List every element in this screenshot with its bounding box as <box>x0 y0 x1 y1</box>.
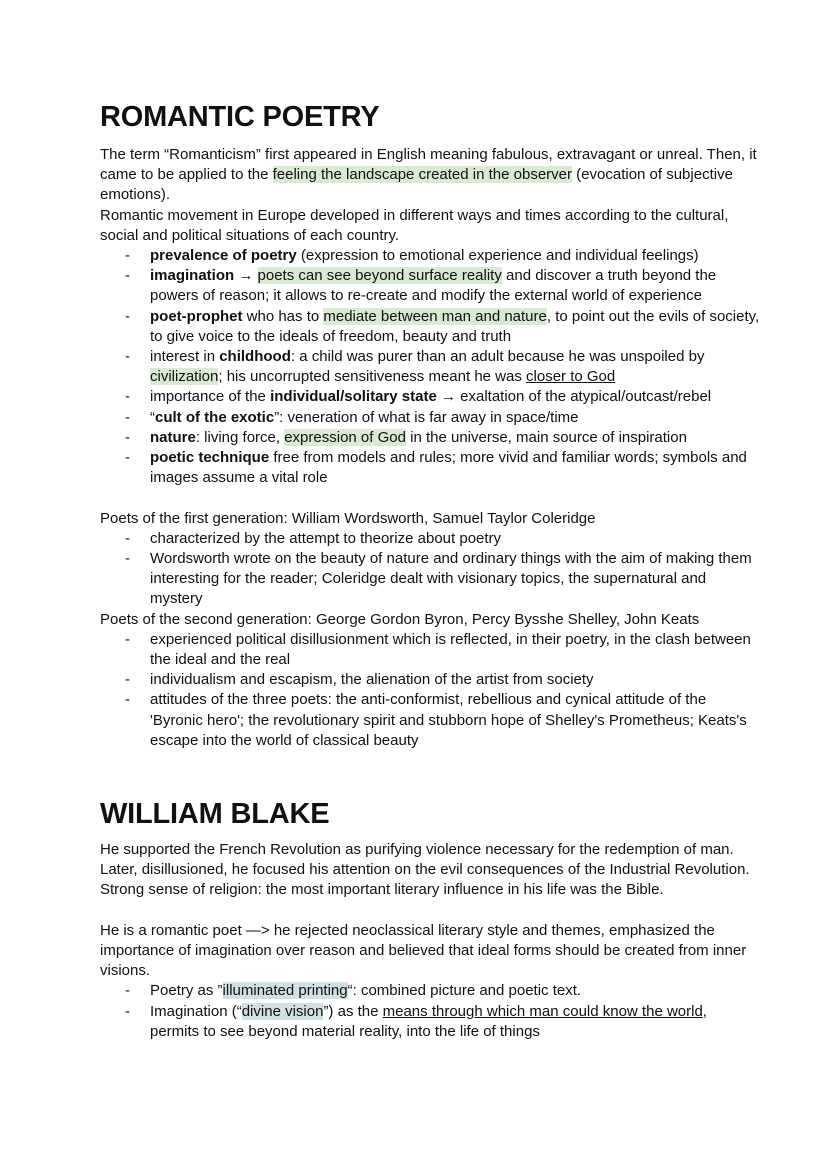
highlighted-text: expression of God <box>284 428 406 446</box>
list-item: - characterized by the attempt to theorize about poetry <box>100 529 760 549</box>
blake-list <box>100 981 760 1042</box>
text: → exaltation of the atypical/outcast/rebel <box>436 388 712 406</box>
bold-term: cult of the exotic <box>155 408 275 426</box>
bold-term: imagination <box>150 267 235 285</box>
second-generation-list <box>100 630 760 751</box>
highlighted-text: poets can see beyond surface reality <box>257 267 502 285</box>
text: (evocation of subjective emotions). <box>100 166 733 204</box>
list-item: - individualism and escapism, the alienation of the artist from society <box>100 670 760 690</box>
blake-paragraph-1: He supported the French Revolution as purifying violence necessary for the redemption of man. Later, disillusioned, he focused his attention on the evil consequences of the Industrial Revolution. <box>100 841 750 879</box>
bold-term: childhood <box>219 348 291 366</box>
list-item <box>100 428 760 448</box>
text: and discover a truth beyond the powers of reason; it allows to re-create and modify the external world of experience <box>150 267 717 305</box>
spacer <box>100 901 760 921</box>
underlined-text: closer to God <box>526 368 616 386</box>
romantic-intro-paragraph-1 <box>100 145 760 206</box>
underlined-text: means through which man could know the world <box>382 1002 703 1020</box>
text: in the universe, main source of inspiration <box>405 428 687 446</box>
first-generation-label: Poets of the first generation: William Wordsworth, Samuel Taylor Coleridge <box>100 509 596 527</box>
bold-term: nature <box>150 428 196 446</box>
bold-term: poet-prophet <box>150 307 243 325</box>
list-item <box>100 387 760 407</box>
bold-term: prevalence of poetry <box>150 247 297 265</box>
list-item <box>100 981 760 1001</box>
text: (expression to emotional experience and individual feelings) <box>296 247 699 265</box>
list-item <box>100 266 760 306</box>
spacer <box>100 488 760 508</box>
text: Imagination (“ <box>150 1002 242 1020</box>
blake-paragraph-3: He is a romantic poet —> he rejected neoclassical literary style and themes, emphasized the importance of imagination over reason and believed that ideal forms should be created from inner visions. <box>100 921 747 980</box>
text: ; his uncorrupted sensitiveness meant he was <box>218 368 527 386</box>
text: ”) as the <box>323 1002 383 1020</box>
highlighted-text: illuminated printing <box>222 982 348 1000</box>
text: ”: veneration of what is far away in space/time <box>274 408 579 426</box>
list-item: - Wordsworth wrote on the beauty of nature and ordinary things with the aim of making them interesting for the reader; Coleridge dealt with visionary topics, the supernatural and mystery <box>100 549 760 610</box>
text: free from models and rules; more vivid and familiar words; symbols and images assume a vital role <box>150 449 747 487</box>
romantic-features-list <box>100 246 760 488</box>
text: interest in <box>150 348 220 366</box>
text: : a child was purer than an adult because he was unspoiled by <box>290 348 705 366</box>
text: , to point out the evils of society, to give voice to the ideals of freedom, beauty and truth <box>150 307 760 345</box>
text: who has to <box>242 307 324 325</box>
text: : living force, <box>195 428 285 446</box>
section-title-romantic-poetry: ROMANTIC POETRY <box>100 101 380 133</box>
arrow: → <box>234 267 258 285</box>
list-item <box>100 448 760 488</box>
highlighted-text: divine vision <box>241 1002 324 1020</box>
list-item <box>100 408 760 428</box>
list-item <box>100 246 760 266</box>
bold-term: poetic technique <box>150 449 270 467</box>
romantic-intro-paragraph-2: Romantic movement in Europe developed in different ways and times according to the cultural, social and political situations of each country. <box>100 206 729 244</box>
list-item <box>100 1002 760 1042</box>
list-item <box>100 347 760 387</box>
text: “: combined picture and poetic text. <box>347 982 582 1000</box>
highlighted-text: feeling the landscape created in the observer <box>272 166 572 184</box>
list-item: - experienced political disillusionment which is reflected, in their poetry, in the clash between the ideal and the real <box>100 630 760 670</box>
list-item: - attitudes of the three poets: the anti-conformist, rebellious and cynical attitude of the 'Byronic hero'; the revolutionary spirit and stubborn hope of Shelley's Prometheus; Keats's escape into the world of classical beauty <box>100 690 760 751</box>
text: , permits to see beyond material reality, into the life of things <box>150 1002 707 1040</box>
second-generation-label: Poets of the second generation: George Gordon Byron, Percy Bysshe Shelley, John Keats <box>100 610 700 628</box>
text: Poetry as ” <box>150 982 223 1000</box>
text: “ <box>150 408 155 426</box>
text: importance of the <box>150 388 271 406</box>
list-item <box>100 307 760 347</box>
highlighted-text: mediate between man and nature <box>323 307 547 325</box>
blake-paragraph-2: Strong sense of religion: the most important literary influence in his life was the Bible. <box>100 881 664 899</box>
first-generation-list <box>100 529 760 610</box>
highlighted-text: civilization <box>150 368 219 386</box>
section-title-william-blake: WILLIAM BLAKE <box>100 798 330 831</box>
document-content <box>100 100 760 1042</box>
text: The term “Romanticism” first appeared in English meaning fabulous, extravagant or unreal. Then, it came to be applied to the <box>100 146 757 184</box>
bold-term: individual/solitary state <box>270 388 437 406</box>
